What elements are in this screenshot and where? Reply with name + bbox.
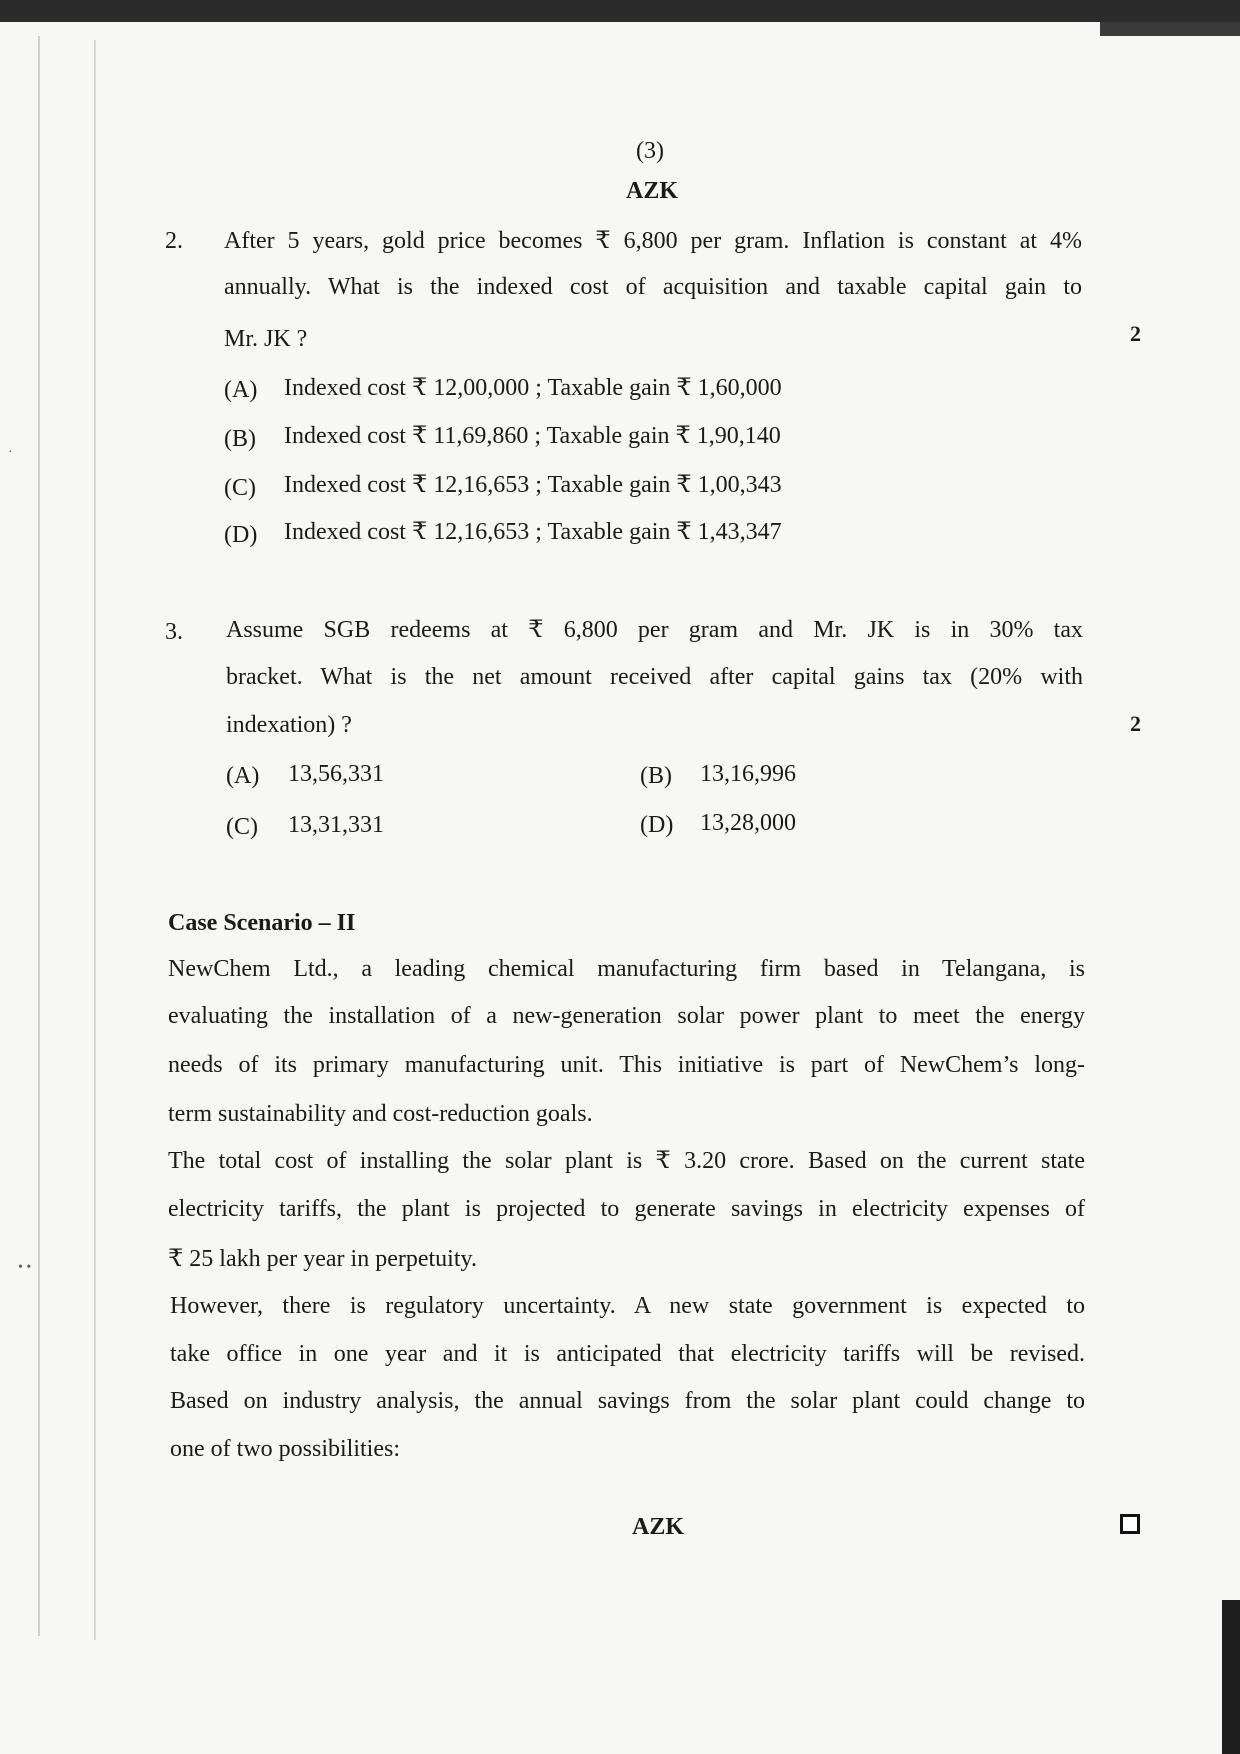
option-text: Indexed cost ₹ 12,16,653 ; Taxable gain ₹ 1,43,347 [284,519,782,545]
option-label: (B) [224,426,256,452]
option-label: (C) [224,475,256,501]
scan-right-border [1222,1600,1240,1754]
option-label: (C) [226,814,258,840]
margin-rule [38,36,40,1636]
case-text-line: However, there is regulatory uncertainty. A new state government is expected to [170,1293,1085,1319]
scan-speck: • • [18,1260,32,1275]
paper-code: AZK [626,178,679,204]
case-text-line: one of two possibilities: [170,1436,400,1462]
paper-code-footer: AZK [632,1514,685,1540]
margin-rule-inner [94,40,96,1640]
case-text-line: The total cost of installing the solar plant is ₹ 3.20 crore. Based on the current state [168,1148,1085,1174]
case-text-line: electricity tariffs, the plant is projected to generate savings in electricity expenses of [168,1196,1085,1222]
square-icon [1120,1514,1140,1534]
option-text: Indexed cost ₹ 11,69,860 ; Taxable gain ₹ 1,90,140 [284,423,781,449]
question-text-line: indexation) ? [226,712,352,738]
case-heading: Case Scenario – II [168,910,356,936]
scan-top-border [0,0,1240,22]
scan-speck: · [8,445,13,460]
option-label: (D) [224,522,258,548]
option-label: (A) [224,377,258,403]
question-text-line: After 5 years, gold price becomes ₹ 6,800 per gram. Inflation is constant at 4% [224,228,1082,254]
option-text: 13,16,996 [700,761,796,787]
case-text-line: NewChem Ltd., a leading chemical manufacturing firm based in Telangana, is [168,956,1085,982]
option-text: Indexed cost ₹ 12,00,000 ; Taxable gain ₹ 1,60,000 [284,375,782,401]
page-number: (3) [636,138,664,164]
case-text-line: term sustainability and cost-reduction goals. [168,1101,593,1127]
question-text-line: annually. What is the indexed cost of acquisition and taxable capital gain to [224,274,1082,300]
question-text-line: bracket. What is the net amount received after capital gains tax (20% with [226,664,1083,690]
case-text-line: take office in one year and it is anticipated that electricity tariffs will be revised. [170,1341,1085,1367]
option-label: (B) [640,763,672,789]
option-text: 13,31,331 [288,812,384,838]
option-text: Indexed cost ₹ 12,16,653 ; Taxable gain ₹ 1,00,343 [284,472,782,498]
case-text-line: Based on industry analysis, the annual savings from the solar plant could change to [170,1388,1085,1414]
question-marks: 2 [1130,711,1141,736]
question-number: 3. [165,619,183,645]
case-text-line: ₹ 25 lakh per year in perpetuity. [168,1246,477,1272]
option-text: 13,56,331 [288,761,384,787]
question-marks: 2 [1130,321,1141,346]
case-text-line: evaluating the installation of a new-generation solar power plant to meet the energy [168,1003,1085,1029]
question-text-line: Assume SGB redeems at ₹ 6,800 per gram and Mr. JK is in 30% tax [226,617,1083,643]
question-text-line: Mr. JK ? [224,326,308,352]
option-label: (D) [640,812,674,838]
question-number: 2. [165,228,183,254]
option-label: (A) [226,763,260,789]
scan-top-notch [1100,22,1240,36]
case-text-line: needs of its primary manufacturing unit. This initiative is part of NewChem’s long- [168,1052,1085,1078]
option-text: 13,28,000 [700,810,796,836]
